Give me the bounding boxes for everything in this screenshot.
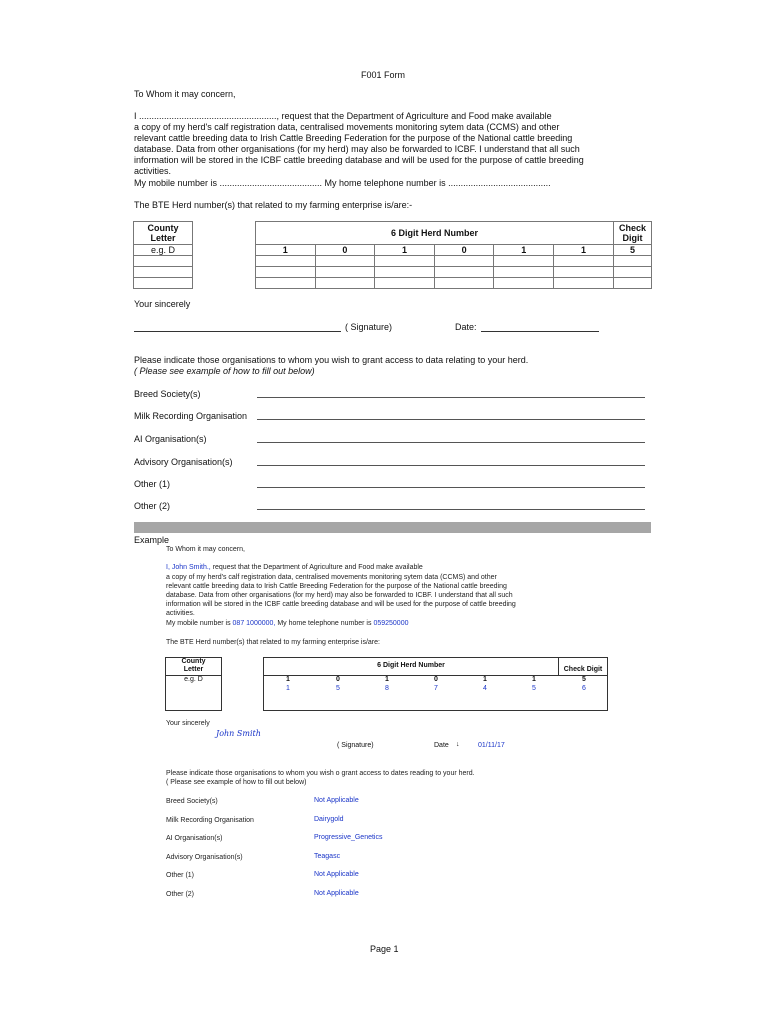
digit-cell[interactable] — [554, 278, 614, 289]
signature-label: ( Signature) — [345, 322, 393, 332]
letter-line-5: information will be stored in the ICBF cattle breeding database and will be used for the purpose of cattle breeding — [134, 155, 584, 165]
example-county-header: County Letter — [166, 658, 221, 676]
example-check-header: Check Digit — [559, 661, 607, 676]
digit-cell[interactable] — [434, 256, 494, 267]
example-line-4: database. Data from other organisations (for my herd) may also be forwarded to ICBF. I understand that all such — [166, 592, 513, 599]
org-line-advisory[interactable] — [257, 465, 645, 466]
example-org-value: Not Applicable — [314, 797, 359, 804]
example-date-arrow-icon: ↓ — [456, 741, 460, 748]
signature-line[interactable] — [134, 331, 341, 332]
example-line-3: relevant cattle breeding data to Irish Cattle Breeding Federation for the purpose of the National cattle breeding — [166, 583, 507, 590]
digit-cell: 1 — [375, 245, 435, 256]
check-digit-cell[interactable] — [614, 267, 652, 278]
herd-number-table — [255, 221, 652, 289]
example-digit: 7 — [434, 685, 438, 692]
salutation: To Whom it may concern, — [134, 89, 236, 99]
form-title: F001 Form — [361, 70, 406, 80]
example-date-value: 01/11/17 — [478, 742, 505, 749]
example-signature: John Smith — [216, 729, 261, 738]
example-check: 5 — [582, 676, 586, 683]
example-orgs-intro: Please indicate those organisations to whom you wish o grant access to dates reading to your herd. — [166, 770, 475, 777]
example-digit: 5 — [532, 685, 536, 692]
example-org-label: Advisory Organisation(s) — [166, 854, 243, 861]
digit-cell[interactable] — [554, 267, 614, 278]
example-county-box — [165, 657, 222, 711]
digit-cell[interactable] — [315, 278, 375, 289]
org-line-ai[interactable] — [257, 442, 645, 443]
example-herd-header: 6 Digit Herd Number — [264, 658, 559, 676]
digit-cell[interactable] — [375, 267, 435, 278]
example-org-label: Other (2) — [166, 891, 195, 898]
orgs-intro: Please indicate those organisations to whom you wish to grant access to data relating to your herd. — [134, 355, 529, 365]
example-county-value: e.g. D — [184, 676, 203, 683]
check-digit-header: Check Digit — [614, 222, 652, 245]
example-digit: 8 — [385, 685, 389, 692]
date-line[interactable] — [481, 331, 599, 332]
example-line-1: I, John Smith., request that the Department of Agriculture and Food make available — [166, 564, 423, 571]
example-digit: 1 — [532, 676, 536, 683]
digit-cell[interactable] — [315, 256, 375, 267]
example-org-value: Dairygold — [314, 816, 344, 823]
digit-cell[interactable] — [434, 267, 494, 278]
digit-cell[interactable] — [434, 278, 494, 289]
digit-cell[interactable] — [256, 256, 316, 267]
check-digit-cell[interactable] — [614, 256, 652, 267]
example-digit: 0 — [336, 676, 340, 683]
check-digit-cell: 5 — [614, 245, 652, 256]
example-digit: 1 — [286, 676, 290, 683]
digit-cell[interactable] — [554, 256, 614, 267]
example-mobile: 087 1000000, — [232, 620, 276, 627]
letter-line-6: activities. — [134, 166, 172, 176]
example-digit: 5 — [336, 685, 340, 692]
org-label-milk: Milk Recording Organisation — [134, 411, 248, 421]
digit-cell[interactable] — [494, 278, 554, 289]
example-date-label: Date — [434, 742, 449, 749]
county-letter-cell[interactable] — [134, 267, 193, 278]
county-letter-cell[interactable] — [134, 256, 193, 267]
date-label: Date: — [455, 322, 477, 332]
example-org-value: Progressive_Genetics — [314, 834, 383, 841]
example-phone-line: My mobile number is 087 1000000, My home telephone number is 059250000 — [166, 620, 409, 627]
example-herd-box — [263, 657, 608, 711]
page-number: Page 1 — [370, 944, 399, 954]
digit-cell[interactable] — [494, 256, 554, 267]
example-name: I, John Smith., — [166, 564, 211, 571]
digit-cell: 1 — [256, 245, 316, 256]
example-digit: 1 — [286, 685, 290, 692]
letter-line-4: database. Data from other organisations (for my herd) may also be forwarded to ICBF. I understand that all such — [134, 144, 580, 154]
example-digit: 1 — [483, 676, 487, 683]
org-label-advisory: Advisory Organisation(s) — [134, 457, 233, 467]
digit-cell: 1 — [494, 245, 554, 256]
digit-cell: 0 — [315, 245, 375, 256]
org-label-breed: Breed Society(s) — [134, 389, 201, 399]
digit-cell: 0 — [434, 245, 494, 256]
org-label-other2: Other (2) — [134, 501, 171, 511]
yours-sincerely: Your sincerely — [134, 299, 191, 309]
org-label-ai: AI Organisation(s) — [134, 434, 207, 444]
county-letter-example: e.g. D — [134, 245, 193, 256]
example-check: 6 — [582, 685, 586, 692]
digit-cell[interactable] — [256, 267, 316, 278]
example-home: 059250000 — [373, 620, 409, 627]
example-org-value: Not Applicable — [314, 871, 359, 878]
digit-cell: 1 — [554, 245, 614, 256]
digit-cell[interactable] — [315, 267, 375, 278]
digit-cell[interactable] — [375, 278, 435, 289]
example-org-label: Milk Recording Organisation — [166, 817, 254, 824]
phone-line: My mobile number is ......................................... My home telephone number is ......................................... — [134, 178, 551, 188]
example-digit: 1 — [385, 676, 389, 683]
org-line-other1[interactable] — [257, 487, 645, 488]
herd-intro: The BTE Herd number(s) that related to my farming enterprise is/are:- — [134, 200, 413, 210]
example-org-value: Teagasc — [314, 853, 341, 860]
example-org-value: Not Applicable — [314, 890, 359, 897]
digit-cell[interactable] — [375, 256, 435, 267]
org-label-other1: Other (1) — [134, 479, 171, 489]
example-orgs-note: ( Please see example of how to fill out below) — [166, 779, 307, 786]
example-herd-intro: The BTE Herd number(s) that related to my farming enterprise is/are: — [166, 639, 380, 646]
check-digit-cell[interactable] — [614, 278, 652, 289]
digit-cell[interactable] — [256, 278, 316, 289]
example-line-6: activities. — [166, 610, 195, 617]
county-letter-cell[interactable] — [134, 278, 193, 289]
example-heading: Example — [134, 535, 170, 545]
example-line-5: information will be stored in the ICBF cattle breeding database and will be used for the purpose of cattle breeding — [166, 601, 516, 608]
orgs-note: ( Please see example of how to fill out below) — [134, 366, 315, 376]
herd-number-header: 6 Digit Herd Number — [256, 222, 614, 245]
letter-line-2: a copy of my herd's calf registration data, centralised movements monitoring sytem data (CCMS) and other — [134, 122, 560, 132]
example-digit: 4 — [483, 685, 487, 692]
example-digit: 0 — [434, 676, 438, 683]
example-signature-label: ( Signature) — [337, 742, 374, 749]
example-org-label: AI Organisation(s) — [166, 835, 223, 842]
example-org-label: Other (1) — [166, 872, 195, 879]
org-line-milk[interactable] — [257, 419, 645, 420]
example-salutation: To Whom it may concern, — [166, 546, 245, 553]
example-org-label: Breed Society(s) — [166, 798, 218, 805]
letter-line-1: I ......................................................., request that the Department of Agriculture and Food make available — [134, 111, 552, 121]
example-yours: Your sincerely — [166, 720, 210, 727]
county-letter-header: County Letter — [134, 222, 193, 245]
example-line-2: a copy of my herd's calf registration data, centralised movements monitoring sytem data (CCMS) and other — [166, 574, 497, 581]
org-line-other2[interactable] — [257, 509, 645, 510]
org-line-breed[interactable] — [257, 397, 645, 398]
county-letter-table — [133, 221, 193, 289]
letter-line-3: relevant cattle breeding data to Irish Cattle Breeding Federation for the purpose of the National cattle breeding — [134, 133, 573, 143]
digit-cell[interactable] — [494, 267, 554, 278]
section-divider — [134, 522, 651, 533]
